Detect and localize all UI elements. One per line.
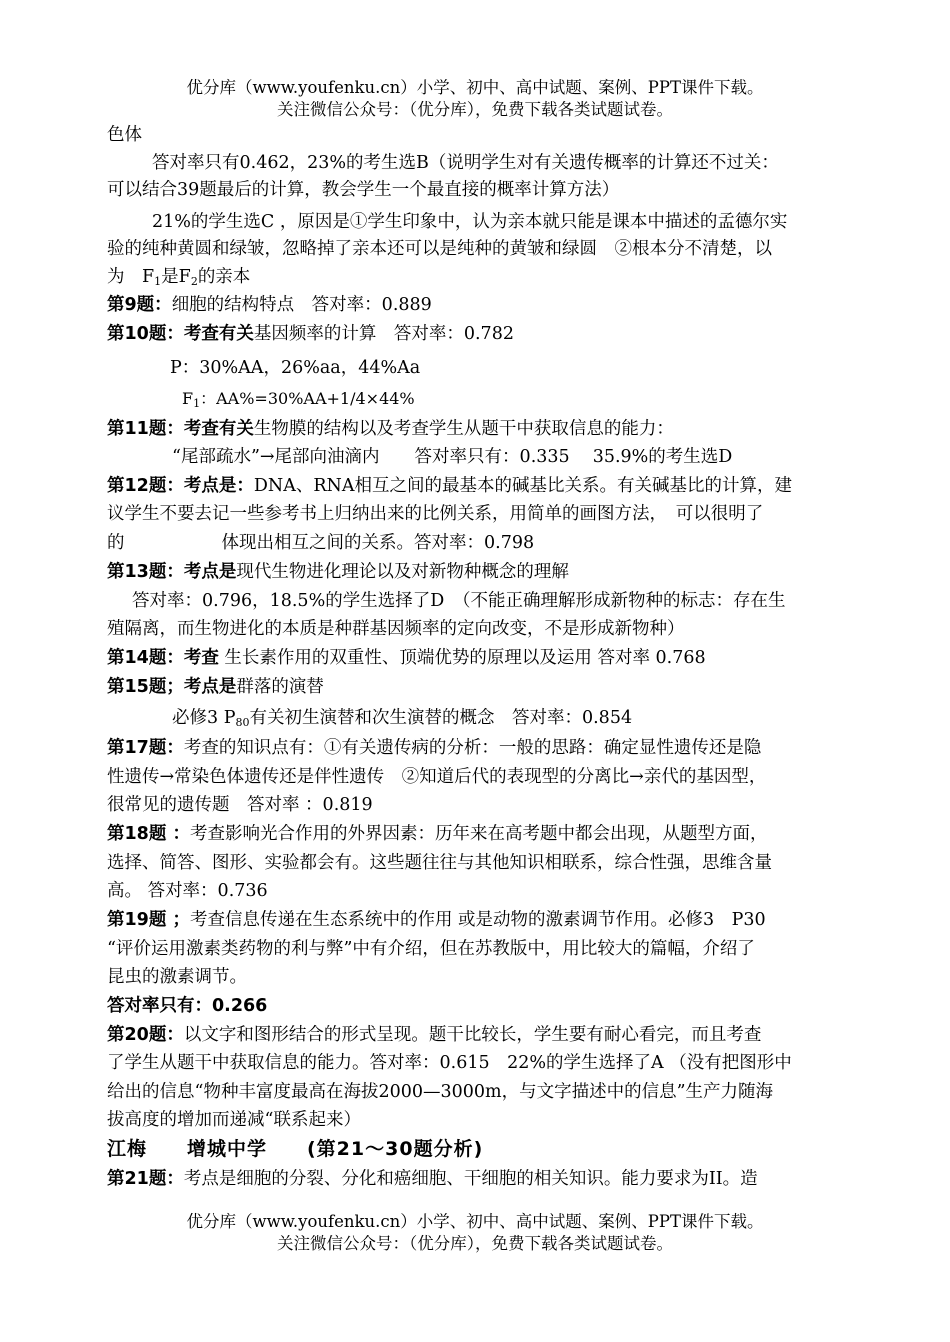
subscript: 2 xyxy=(190,275,198,288)
question-label: 第17题： xyxy=(107,738,184,758)
text-fragment: 必修3 P xyxy=(172,708,236,728)
question-text: 基因频率的计算 答对率：0.782 xyxy=(253,324,514,344)
text-line: 性遗传→常染色体遗传还是伴性遗传 ②知道后代的表现型的分离比→亲代的基因型， xyxy=(107,767,767,787)
text-line: 议学生不要去记一些参考书上归纳出来的比例关系，用简单的画图方法， 可以很明了 xyxy=(107,504,764,524)
text-fragment: 的亲本 xyxy=(197,267,251,287)
text-line xyxy=(182,386,415,417)
footer-line-1: 优分库（www.youfenku.cn）小学、初中、高中试题、案例、PPT课件下载。 xyxy=(186,1212,764,1231)
text-line xyxy=(107,530,534,556)
question-10 xyxy=(107,321,514,347)
text-fragment: F xyxy=(182,389,194,408)
question-label: 第13题：考点是 xyxy=(107,562,237,582)
question-text: 考查的知识点有：①有关遗传病的分析：一般的思路：确定显性遗传还是隐 xyxy=(183,738,762,758)
question-13 xyxy=(107,559,569,585)
text-line: “评价运用激素类药物的利与弊”中有介绍，但在苏教版中，用比较大的篇幅，介绍了 xyxy=(107,939,755,959)
text-fragment: 体现出相互之间的关系。答对率：0.798 xyxy=(221,533,535,553)
question-label: 第19题 ； xyxy=(107,910,190,930)
text-line: 昆虫的激素调节。 xyxy=(107,967,247,987)
question-label: 第11题：考查有关 xyxy=(107,419,254,439)
question-text: 生物膜的结构以及考查学生从题干中获取信息的能力： xyxy=(253,419,674,439)
question-label: 第15题；考点是 xyxy=(107,677,237,697)
question-18 xyxy=(107,821,767,847)
text-line: “尾部疏水”→尾部向油滴内 答对率只有：0.335 35.9%的考生选D xyxy=(172,447,733,467)
subscript: 1 xyxy=(154,275,162,288)
text-line: 高。 答对率：0.736 xyxy=(107,881,268,901)
question-text: DNA、RNA相互之间的最基本的碱基比关系。有关碱基比的计算，建 xyxy=(253,476,792,496)
question-label: 第18题 ： xyxy=(107,824,190,844)
question-14 xyxy=(107,645,706,671)
text-line: P：30%AA，26%aa，44%Aa xyxy=(170,358,421,378)
text-fragment: 为 F xyxy=(107,267,155,287)
text-line xyxy=(172,705,632,736)
text-line: 21%的学生选C ，原因是①学生印象中，认为亲本就只能是课本中描述的孟德尔实 xyxy=(152,212,788,232)
text-fragment: ：AA%=30%AA+1/4×44% xyxy=(200,389,415,408)
question-15 xyxy=(107,674,324,700)
text-line: 验的纯种黄圆和绿皱，忽略掉了亲本还可以是纯种的黄皱和绿圆 ②根本分不清楚，以 xyxy=(107,239,772,259)
subscript: 80 xyxy=(235,716,250,729)
text-line: 给出的信息“物种丰富度最高在海拔2000—3000m，与文字描述中的信息”生产力随海 xyxy=(107,1082,774,1102)
text-line: 色体 xyxy=(107,125,142,145)
text-line: 答对率只有0.462，23%的考生选B（说明学生对有关遗传概率的计算还不过关： xyxy=(152,153,779,173)
question-11 xyxy=(107,416,674,442)
header-line-1: 优分库（www.youfenku.cn）小学、初中、高中试题、案例、PPT课件下载。 xyxy=(186,78,764,97)
text-line: 了学生从题干中获取信息的能力。答对率：0.615 22%的学生选择了A （没有把图形中 xyxy=(107,1053,792,1073)
question-text: 现代生物进化理论以及对新物种概念的理解 xyxy=(236,562,569,582)
text-line: 殖隔离，而生物进化的本质是种群基因频率的定向改变，不是形成新物种） xyxy=(107,619,685,639)
text-fragment: 的 xyxy=(107,533,125,553)
text-fragment: 是F xyxy=(161,267,191,287)
question-text: 细胞的结构特点 答对率：0.889 xyxy=(171,295,432,315)
question-label: 第14题：考查 xyxy=(107,648,219,668)
text-line: 拔高度的增加而递减“联系起来） xyxy=(107,1110,361,1130)
text-line xyxy=(107,264,250,295)
answer-rate: 答对率只有：0.266 xyxy=(107,996,268,1016)
text-line: 可以结合39题最后的计算，教会学生一个最直接的概率计算方法） xyxy=(107,180,620,200)
footer-line-2: 关注微信公众号：（优分库），免费下载各类试题试卷。 xyxy=(277,1234,673,1253)
question-text: 考查影响光合作用的外界因素：历年来在高考题中都会出现，从题型方面， xyxy=(189,824,768,844)
question-label: 第20题： xyxy=(107,1025,184,1045)
question-label: 第12题：考点是： xyxy=(107,476,254,496)
section-title: 江梅 增城中学 (第21～30题分析) xyxy=(107,1138,484,1160)
question-text: 以文字和图形结合的形式呈现。题干比较长，学生要有耐心看完，而且考查 xyxy=(183,1025,762,1045)
header-line-2: 关注微信公众号：（优分库），免费下载各类试题试卷。 xyxy=(277,100,673,119)
text-fragment: 有关初生演替和次生演替的概念 答对率：0.854 xyxy=(249,708,633,728)
question-9 xyxy=(107,292,432,318)
subscript: 1 xyxy=(193,397,201,410)
text-line: 选择、简答、图形、实验都会有。这些题往往与其他知识相联系，综合性强，思维含量 xyxy=(107,853,772,873)
question-label: 第21题： xyxy=(107,1169,184,1189)
text-line: 很常见的遗传题 答对率 ：0.819 xyxy=(107,795,373,815)
question-12 xyxy=(107,473,792,499)
question-label: 第9题： xyxy=(107,295,172,315)
question-21 xyxy=(107,1166,758,1192)
question-text: 考查信息传递在生态系统中的作用 或是动物的激素调节作用。必修3 P30 xyxy=(189,910,766,930)
question-20 xyxy=(107,1022,761,1048)
question-text: 考点是细胞的分裂、分化和癌细胞、干细胞的相关知识。能力要求为II。造 xyxy=(183,1169,758,1189)
text-line: 答对率：0.796，18.5%的学生选择了D （不能正确理解形成新物种的标志：存在生 xyxy=(132,591,786,611)
question-text: 群落的演替 xyxy=(236,677,324,697)
question-17 xyxy=(107,735,761,761)
question-label: 第10题：考查有关 xyxy=(107,324,254,344)
question-text: 生长素作用的双重性、顶端优势的原理以及运用 答对率 0.768 xyxy=(218,648,706,668)
question-19 xyxy=(107,907,766,933)
